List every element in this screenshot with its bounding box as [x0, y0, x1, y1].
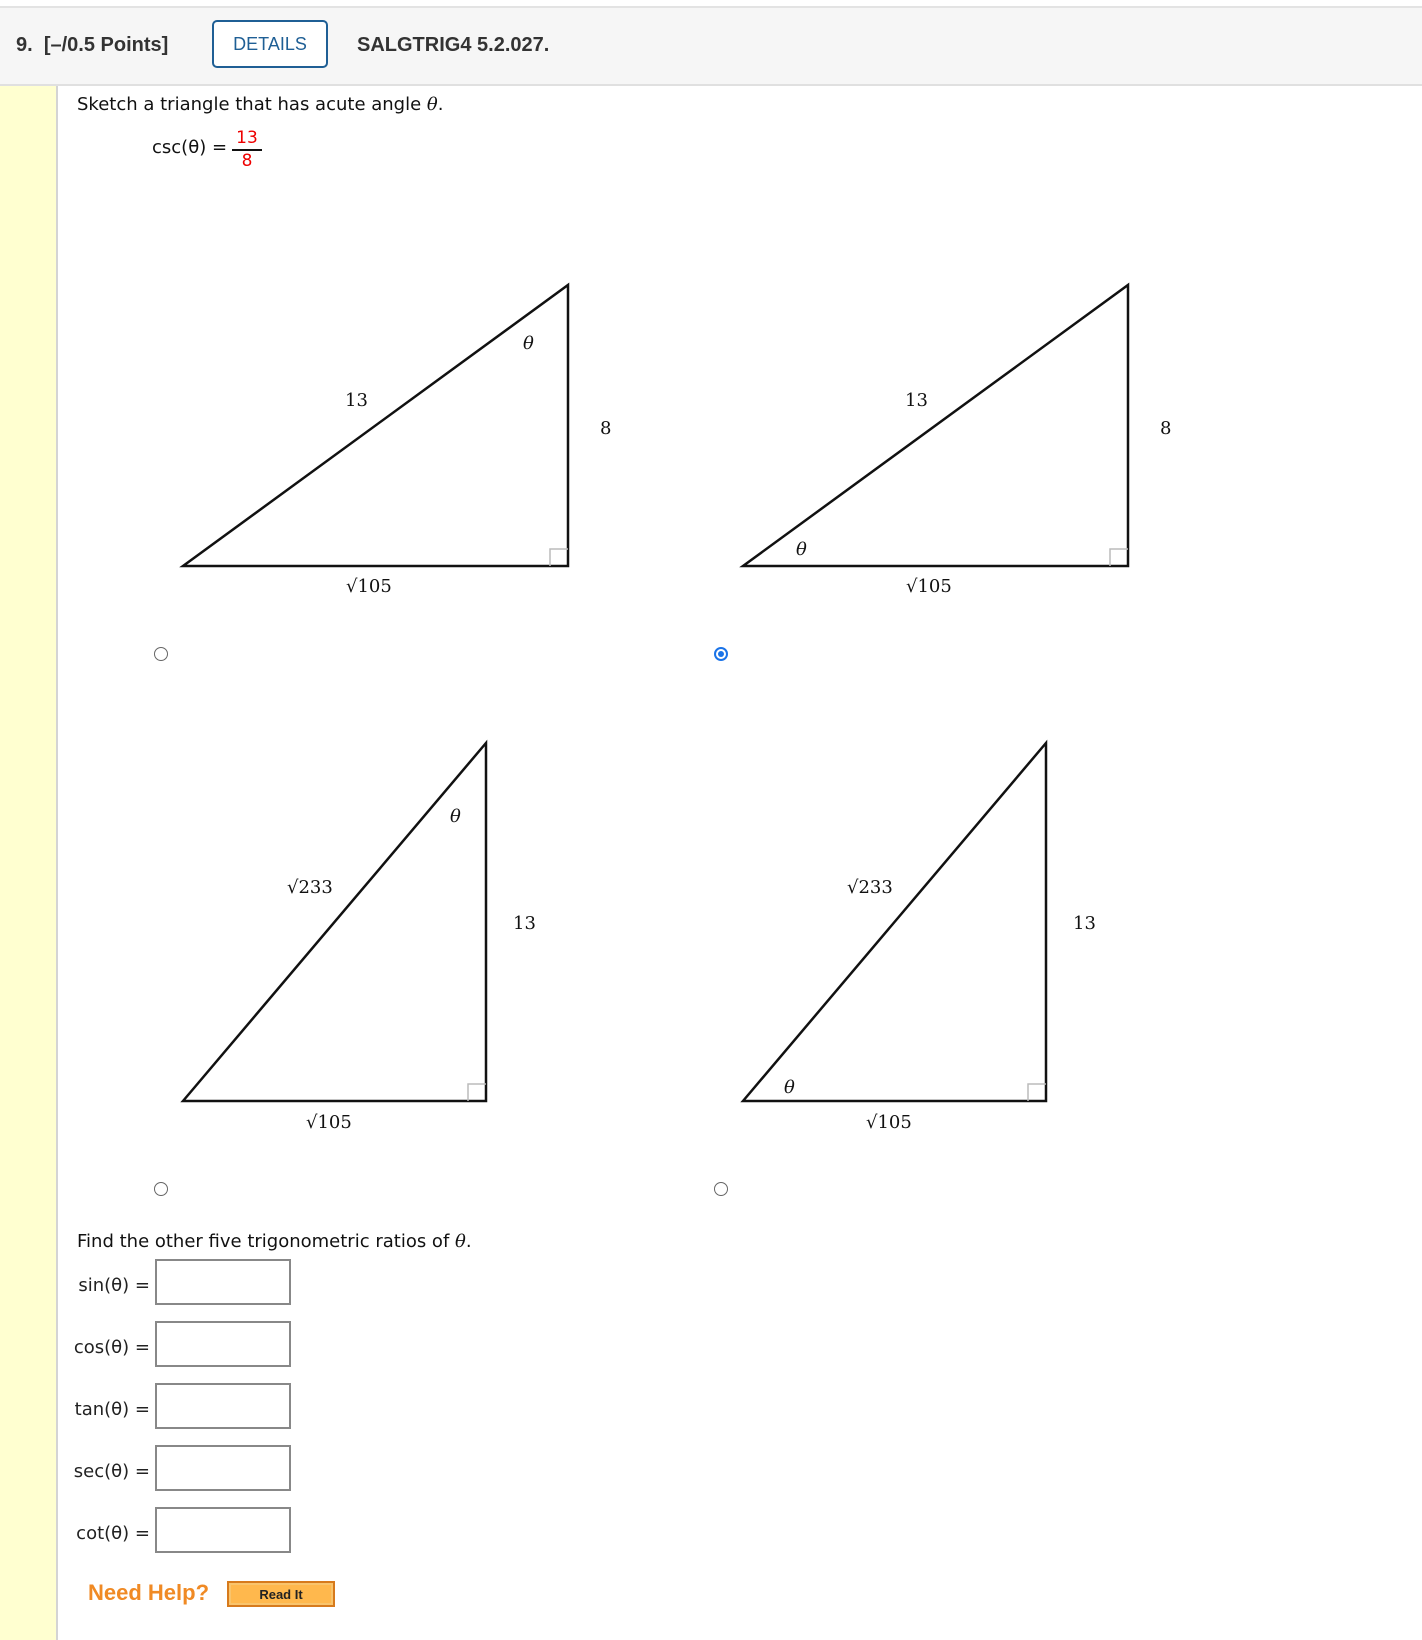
- question-points: 9. [–/0.5 Points]: [16, 34, 169, 56]
- option-4-radio[interactable]: [714, 1182, 728, 1196]
- hypotenuse-label: √233: [847, 877, 893, 898]
- opposite-label: 8: [600, 418, 612, 439]
- cos-input[interactable]: [155, 1321, 291, 1367]
- theta-label: θ: [450, 806, 461, 827]
- ratios-instruction: Find the other five trigonometric ratios of θ.: [77, 1231, 472, 1252]
- given-fraction: $\frac{13}{8}$: [232, 128, 262, 171]
- given-label: csc(θ) =: [152, 137, 228, 158]
- adjacent-label: √105: [866, 1112, 912, 1133]
- option-1-radio[interactable]: [154, 647, 168, 661]
- adjacent-label: √105: [906, 576, 952, 597]
- cot-input[interactable]: [155, 1507, 291, 1553]
- opposite-label: 13: [513, 913, 536, 934]
- adjacent-label: √105: [346, 576, 392, 597]
- cos-label: cos(θ) =: [73, 1337, 150, 1358]
- hypotenuse-label: 13: [905, 390, 928, 411]
- sin-label: sin(θ) =: [78, 1275, 150, 1296]
- details-button[interactable]: DETAILS: [212, 20, 328, 68]
- tan-label: tan(θ) =: [74, 1399, 150, 1420]
- problem-code: SALGTRIG4 5.2.027.: [357, 34, 550, 56]
- theta-label: θ: [523, 333, 534, 354]
- opposite-label: 8: [1160, 418, 1172, 439]
- adjacent-label: √105: [306, 1112, 352, 1133]
- sin-input[interactable]: [155, 1259, 291, 1305]
- theta-label: θ: [784, 1077, 795, 1098]
- triangle-option-4: [743, 743, 1096, 1133]
- read-it-button[interactable]: Read It: [227, 1581, 335, 1607]
- theta-label: θ: [796, 539, 807, 560]
- opposite-label: 13: [1073, 913, 1096, 934]
- option-3-radio[interactable]: [154, 1182, 168, 1196]
- need-help-label: Need Help?: [88, 1580, 210, 1605]
- triangle-option-3: [183, 743, 536, 1133]
- cot-label: cot(θ) =: [76, 1523, 150, 1544]
- prompt-text: Sketch a triangle that has acute angle θ.: [77, 94, 444, 115]
- sec-label: sec(θ) =: [73, 1461, 150, 1482]
- triangle-option-1: [183, 285, 611, 597]
- triangle-option-2: [743, 285, 1171, 597]
- option-2-radio[interactable]: [714, 647, 728, 661]
- tan-input[interactable]: [155, 1383, 291, 1429]
- sec-input[interactable]: [155, 1445, 291, 1491]
- hypotenuse-label: 13: [345, 390, 368, 411]
- hypotenuse-label: √233: [287, 877, 333, 898]
